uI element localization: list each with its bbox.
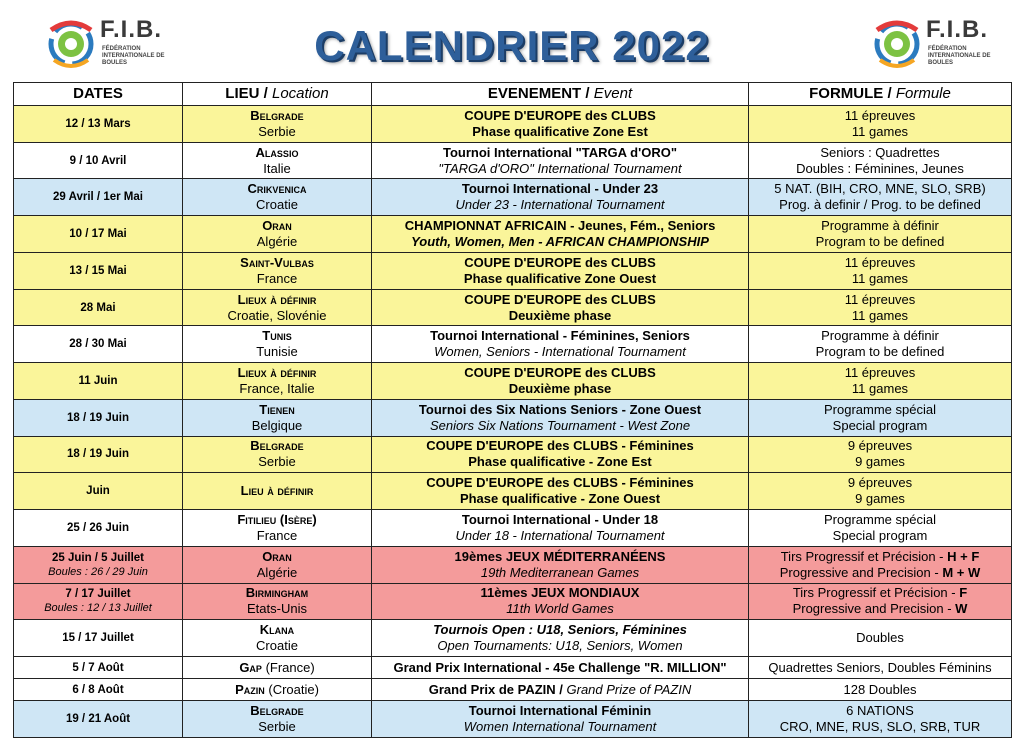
event-location: Birmingham Etats-Unis	[183, 583, 372, 620]
event-formula: Programme à définir Program to be defined	[749, 216, 1012, 253]
table-row	[14, 657, 1012, 679]
event-location: Tienen Belgique	[183, 399, 372, 436]
event-date: 29 Avril / 1er Mai	[14, 179, 183, 216]
table-row	[14, 701, 1012, 738]
event-location: Fitilieu (Isère) France	[183, 510, 372, 547]
table-row	[14, 252, 1012, 289]
calendar-table	[13, 82, 1012, 738]
event-formula: 9 épreuves 9 games	[749, 473, 1012, 510]
event-location: Tunis Tunisie	[183, 326, 372, 363]
event-date: 12 / 13 Mars	[14, 106, 183, 143]
event-formula: Programme spécial Special program	[749, 399, 1012, 436]
table-row	[14, 510, 1012, 547]
column-header-dates: DATES	[14, 83, 183, 106]
logo-subtitle: FÉDÉRATION INTERNATIONALE DE BOULES	[102, 46, 165, 66]
event-title: COUPE D'EUROPE des CLUBS Deuxième phase	[372, 363, 749, 400]
event-location: Klana Croatie	[183, 620, 372, 657]
event-location: Gap (France)	[183, 657, 372, 679]
logo-subtitle: FÉDÉRATION INTERNATIONALE DE BOULES	[928, 46, 991, 66]
event-date: 28 Mai	[14, 289, 183, 326]
event-date: 6 / 8 Août	[14, 679, 183, 701]
logo-text: F.I.B.	[926, 16, 989, 43]
table-row	[14, 106, 1012, 143]
event-date: 9 / 10 Avril	[14, 142, 183, 179]
table-row	[14, 620, 1012, 657]
event-date: 15 / 17 Juillet	[14, 620, 183, 657]
event-title: Tournoi International - Féminines, Seniors Women, Seniors - International Tournament	[372, 326, 749, 363]
fib-emblem-icon	[872, 16, 922, 70]
event-location: Belgrade Serbie	[183, 701, 372, 738]
event-location: Alassio Italie	[183, 142, 372, 179]
event-date: 13 / 15 Mai	[14, 252, 183, 289]
table-row	[14, 436, 1012, 473]
event-title: 11èmes JEUX MONDIAUX 11th World Games	[372, 583, 749, 620]
table-row	[14, 142, 1012, 179]
event-formula: 11 épreuves 11 games	[749, 363, 1012, 400]
table-row	[14, 679, 1012, 701]
event-formula: 9 épreuves 9 games	[749, 436, 1012, 473]
event-date: 25 / 26 Juin	[14, 510, 183, 547]
table-row	[14, 363, 1012, 400]
event-formula: 6 NATIONS CRO, MNE, RUS, SLO, SRB, TUR	[749, 701, 1012, 738]
event-date: 18 / 19 Juin	[14, 436, 183, 473]
table-row	[14, 546, 1012, 583]
event-date: 19 / 21 Août	[14, 701, 183, 738]
table-row	[14, 216, 1012, 253]
event-title: COUPE D'EUROPE des CLUBS Deuxième phase	[372, 289, 749, 326]
event-formula: Seniors : Quadrettes Doubles : Féminines, Jeunes	[749, 142, 1012, 179]
event-title: Tournoi International - Under 18 Under 18 - International Tournament	[372, 510, 749, 547]
page-title: CALENDRIER 2022	[314, 22, 710, 69]
table-header-row	[14, 83, 1012, 106]
event-location: Lieu à définir	[183, 473, 372, 510]
table-row	[14, 473, 1012, 510]
event-date: 11 Juin	[14, 363, 183, 400]
event-formula: Programme à définir Program to be defined	[749, 326, 1012, 363]
event-formula: 5 NAT. (BIH, CRO, MNE, SLO, SRB) Prog. à definir / Prog. to be defined	[749, 179, 1012, 216]
event-formula: 11 épreuves 11 games	[749, 289, 1012, 326]
column-header-location: LIEU / Location	[183, 83, 372, 106]
event-date: 25 Juin / 5 Juillet Boules : 26 / 29 Juin	[14, 546, 183, 583]
column-header-formula: FORMULE / Formule	[749, 83, 1012, 106]
event-formula: Tirs Progressif et Précision - F Progressive and Precision - W	[749, 583, 1012, 620]
event-formula: 128 Doubles	[749, 679, 1012, 701]
column-header-event: EVENEMENT / Event	[372, 83, 749, 106]
event-title: Tournoi International "TARGA d'ORO" "TARGA d'ORO" International Tournament	[372, 142, 749, 179]
table-row	[14, 289, 1012, 326]
event-date: 10 / 17 Mai	[14, 216, 183, 253]
event-title: Grand Prix International - 45e Challenge "R. MILLION"	[372, 657, 749, 679]
event-formula: Tirs Progressif et Précision - H + F Progressive and Precision - M + W	[749, 546, 1012, 583]
event-title: COUPE D'EUROPE des CLUBS - Féminines Phase qualificative - Zone Ouest	[372, 473, 749, 510]
fib-logo-right	[872, 16, 992, 72]
event-title: Tournoi International - Under 23 Under 23 - International Tournament	[372, 179, 749, 216]
event-location: Oran Algérie	[183, 546, 372, 583]
event-date: 18 / 19 Juin	[14, 399, 183, 436]
event-title: COUPE D'EUROPE des CLUBS Phase qualificative Zone Est	[372, 106, 749, 143]
event-location: Belgrade Serbie	[183, 436, 372, 473]
event-date: 7 / 17 Juillet Boules : 12 / 13 Juillet	[14, 583, 183, 620]
event-formula: Quadrettes Seniors, Doubles Féminins	[749, 657, 1012, 679]
event-date: 28 / 30 Mai	[14, 326, 183, 363]
event-title: Tournoi International Féminin Women International Tournament	[372, 701, 749, 738]
event-location: Oran Algérie	[183, 216, 372, 253]
event-title: COUPE D'EUROPE des CLUBS Phase qualificative Zone Ouest	[372, 252, 749, 289]
logo-text: F.I.B.	[100, 16, 163, 43]
header	[0, 0, 1024, 80]
event-date: Juin	[14, 473, 183, 510]
event-formula: Doubles	[749, 620, 1012, 657]
event-location: Pazin (Croatie)	[183, 679, 372, 701]
event-formula: 11 épreuves 11 games	[749, 106, 1012, 143]
event-title: CHAMPIONNAT AFRICAIN - Jeunes, Fém., Seniors Youth, Women, Men - AFRICAN CHAMPIONSHIP	[372, 216, 749, 253]
event-formula: 11 épreuves 11 games	[749, 252, 1012, 289]
event-title: 19èmes JEUX MÉDITERRANÉENS 19th Mediterranean Games	[372, 546, 749, 583]
event-location: Lieux à définir Croatie, Slovénie	[183, 289, 372, 326]
table-row	[14, 326, 1012, 363]
event-title: Tournoi des Six Nations Seniors - Zone Ouest Seniors Six Nations Tournament - West Zone	[372, 399, 749, 436]
table-row	[14, 583, 1012, 620]
event-title: Tournois Open : U18, Seniors, Féminines Open Tournaments: U18, Seniors, Women	[372, 620, 749, 657]
event-title: COUPE D'EUROPE des CLUBS - Féminines Phase qualificative - Zone Est	[372, 436, 749, 473]
event-location: Saint-Vulbas France	[183, 252, 372, 289]
table-row	[14, 179, 1012, 216]
event-location: Crikvenica Croatie	[183, 179, 372, 216]
event-location: Lieux à définir France, Italie	[183, 363, 372, 400]
event-location: Belgrade Serbie	[183, 106, 372, 143]
event-title: Grand Prix de PAZIN / Grand Prize of PAZIN	[372, 679, 749, 701]
event-formula: Programme spécial Special program	[749, 510, 1012, 547]
table-row	[14, 399, 1012, 436]
event-date: 5 / 7 Août	[14, 657, 183, 679]
